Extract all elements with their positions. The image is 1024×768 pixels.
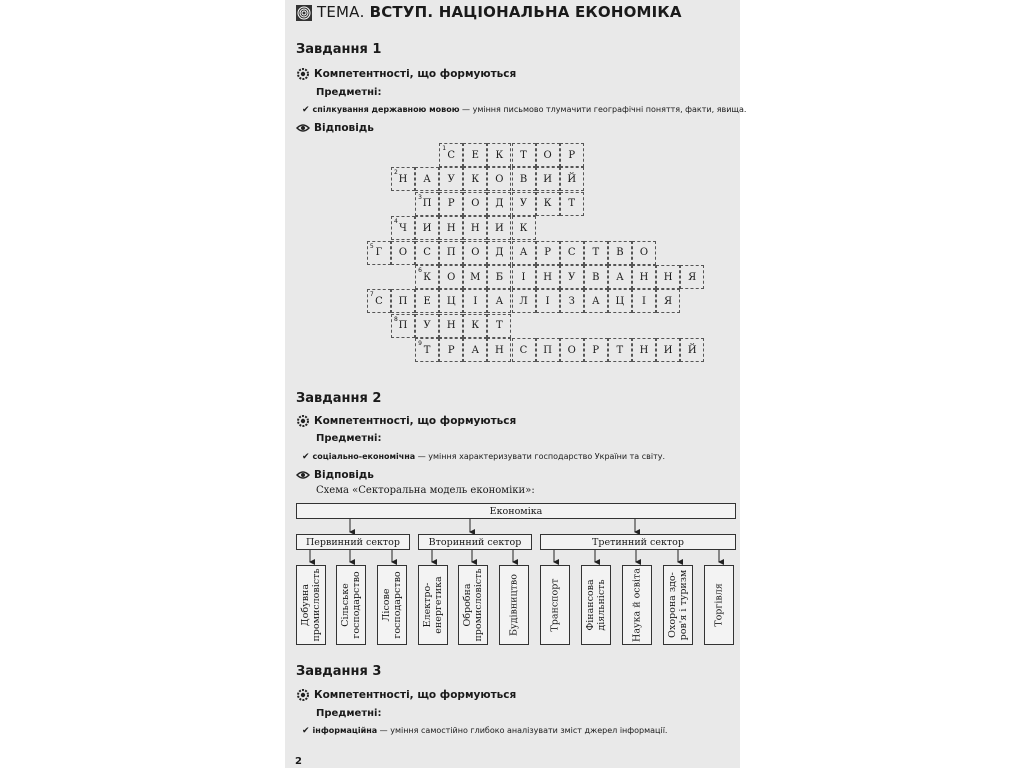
crossword-cell: І: [463, 289, 487, 313]
crossword-cell: К: [512, 216, 536, 240]
crossword-number: 9: [418, 340, 422, 348]
crossword-number: 2: [394, 169, 398, 177]
crossword-cell: Н: [656, 265, 680, 289]
crossword-cell: Я: [656, 289, 680, 313]
schema-root: Економіка: [296, 503, 736, 519]
crossword-cell: О: [536, 143, 560, 167]
crossword-cell: И: [536, 167, 560, 191]
crossword-cell: О: [439, 265, 463, 289]
crossword-cell: Н: [463, 216, 487, 240]
schema-leaf: Будівництво: [499, 565, 529, 645]
schema-caption: Схема «Секторальна модель економіки»:: [316, 485, 535, 496]
crossword-cell: А: [463, 338, 487, 362]
crossword-cell: Т: [584, 241, 608, 265]
crossword-cell: У: [512, 192, 536, 216]
page-number: 2: [295, 756, 302, 767]
crossword-cell: Н: [536, 265, 560, 289]
check-icon: ✔: [302, 726, 310, 736]
crossword-cell: Г 5: [367, 241, 391, 265]
skill-text: — уміння характеризувати господарство України та світу.: [415, 452, 666, 461]
crossword-cell: С: [560, 241, 584, 265]
crossword-number: 8: [394, 315, 398, 323]
crossword-cell: У: [560, 265, 584, 289]
crossword-cell: О: [391, 241, 415, 265]
crossword-cell: С 7: [367, 289, 391, 313]
skill-line: [302, 726, 667, 736]
crossword-number: 6: [418, 267, 422, 274]
crossword-cell: І: [632, 289, 656, 313]
crossword-cell: Н 2: [391, 167, 415, 191]
crossword-cell: Р: [560, 143, 584, 167]
crossword-cell: І: [512, 265, 536, 289]
crossword-cell: Н: [632, 338, 656, 362]
crossword-cell: Ч 4: [391, 216, 415, 240]
crossword-cell: С: [512, 338, 536, 362]
crossword-cell: А: [415, 167, 439, 191]
crossword-cell: Б: [487, 265, 511, 289]
crossword-cell: Л: [512, 289, 536, 313]
crossword-cell: И: [656, 338, 680, 362]
crossword-cell: И: [415, 216, 439, 240]
sector-primary: Первинний сектор: [296, 534, 410, 550]
crossword-cell: Д: [487, 192, 511, 216]
crossword-cell: О: [487, 167, 511, 191]
skill-text: — уміння самостійно глибоко аналізувати зміст джерел інформації.: [377, 726, 668, 735]
crossword-cell: К: [487, 143, 511, 167]
crossword-cell: Т: [608, 338, 632, 362]
crossword-cell: Ц: [439, 289, 463, 313]
crossword-cell: Я: [680, 265, 704, 289]
crossword-cell: О: [463, 192, 487, 216]
crossword-cell: А: [584, 289, 608, 313]
crossword-cell: У: [439, 167, 463, 191]
crossword-cell: В: [512, 167, 536, 191]
competence-label: Компетентності, що формуються: [314, 415, 517, 427]
crossword-cell: А: [608, 265, 632, 289]
crossword-cell: Н: [439, 314, 463, 338]
subject-label: Предметні:: [316, 87, 382, 98]
subject-label: Предметні:: [316, 708, 382, 719]
schema-leaf: Наука й освіта: [622, 565, 652, 645]
check-icon: ✔: [302, 105, 310, 115]
crossword-cell: О: [463, 241, 487, 265]
crossword-cell: Е: [415, 289, 439, 313]
crossword-cell: Т: [487, 314, 511, 338]
crossword-cell: Ц: [608, 289, 632, 313]
crossword-cell: С 1: [439, 143, 463, 167]
check-icon: ✔: [302, 452, 310, 462]
crossword-number: 3: [418, 193, 422, 201]
crossword-cell: К: [463, 314, 487, 338]
task-2-heading: Завдання 2: [296, 391, 382, 406]
schema-leaf: Фінансова діяльність: [581, 565, 611, 645]
crossword-cell: Д: [487, 241, 511, 265]
competence-label: Компетентності, що формуються: [314, 689, 517, 701]
competence-label: Компетентності, що формуються: [314, 68, 517, 80]
crossword-cell: К 6: [415, 265, 439, 289]
crossword-cell: Т 9: [415, 338, 439, 362]
crossword-number: 5: [369, 242, 374, 250]
crossword-number: 4: [394, 218, 398, 226]
crossword-cell: Р: [439, 192, 463, 216]
crossword-cell: Н: [439, 216, 463, 240]
task-3-heading: Завдання 3: [296, 664, 382, 679]
skill-bold: інформаційна: [312, 726, 378, 735]
schema-leaf: Лісове господарство: [377, 565, 407, 645]
crossword-cell: К: [463, 167, 487, 191]
crossword-cell: О: [560, 338, 584, 362]
schema-leaf: Електро-енергетика: [418, 565, 448, 645]
crossword-cell: В: [608, 241, 632, 265]
crossword-cell: З: [560, 289, 584, 313]
crossword-cell: Й: [680, 338, 704, 362]
task-1-heading: Завдання 1: [296, 42, 382, 57]
skill-text: — уміння письмово тлумачити географічні поняття, факти, явища.: [459, 105, 747, 114]
gear-icon: [296, 688, 310, 702]
crossword-cell: Р: [584, 338, 608, 362]
schema-leaf: Торгівля: [704, 565, 734, 645]
title-label: ТЕМА.: [317, 3, 365, 21]
crossword-number: 1: [442, 145, 447, 152]
schema-leaf: Сільське господарство: [336, 565, 366, 645]
schema-leaf: Добувна промисловість: [296, 565, 326, 645]
answer-label: Відповідь: [314, 469, 374, 481]
crossword-cell: П: [439, 241, 463, 265]
crossword-cell: Р: [536, 241, 560, 265]
crossword-cell: П: [536, 338, 560, 362]
schema-leaf: Обробна промисловість: [458, 565, 488, 645]
task-3-competence: [296, 687, 516, 703]
schema-leaf: Охорона здо-ров'я і туризм: [663, 565, 693, 645]
crossword-cell: С: [415, 241, 439, 265]
crossword-cell: О: [632, 241, 656, 265]
crossword-cell: А: [512, 241, 536, 265]
crossword-cell: Й: [560, 167, 584, 191]
crossword-cell: П 3: [415, 192, 439, 216]
title-text: ВСТУП. НАЦІОНАЛЬНА ЕКОНОМІКА: [369, 3, 682, 21]
sector-tertiary: Третинний сектор: [540, 534, 736, 550]
crossword-cell: Н: [487, 338, 511, 362]
skill-bold: соціально-економічна: [312, 452, 416, 461]
crossword-cell: Р: [439, 338, 463, 362]
crossword-cell: Т: [560, 192, 584, 216]
crossword-cell: В: [584, 265, 608, 289]
skill-bold: спілкування державною мовою: [312, 105, 460, 114]
crossword-cell: П: [391, 289, 415, 313]
crossword-cell: К: [536, 192, 560, 216]
crossword-cell: Т: [512, 143, 536, 167]
crossword-cell: М: [463, 265, 487, 289]
schema-leaf: Транспорт: [540, 565, 570, 645]
crossword-cell: У: [415, 314, 439, 338]
subject-label: Предметні:: [316, 433, 382, 444]
answer-label: Відповідь: [314, 122, 374, 134]
crossword-cell: И: [487, 216, 511, 240]
crossword-cell: Е: [463, 143, 487, 167]
crossword-cell: І: [536, 289, 560, 313]
sector-secondary: Вторинний сектор: [418, 534, 532, 550]
crossword-cell: А: [487, 289, 511, 313]
crossword-cell: П 8: [391, 314, 415, 338]
crossword-number: 7: [369, 291, 374, 299]
crossword-cell: Н: [632, 265, 656, 289]
